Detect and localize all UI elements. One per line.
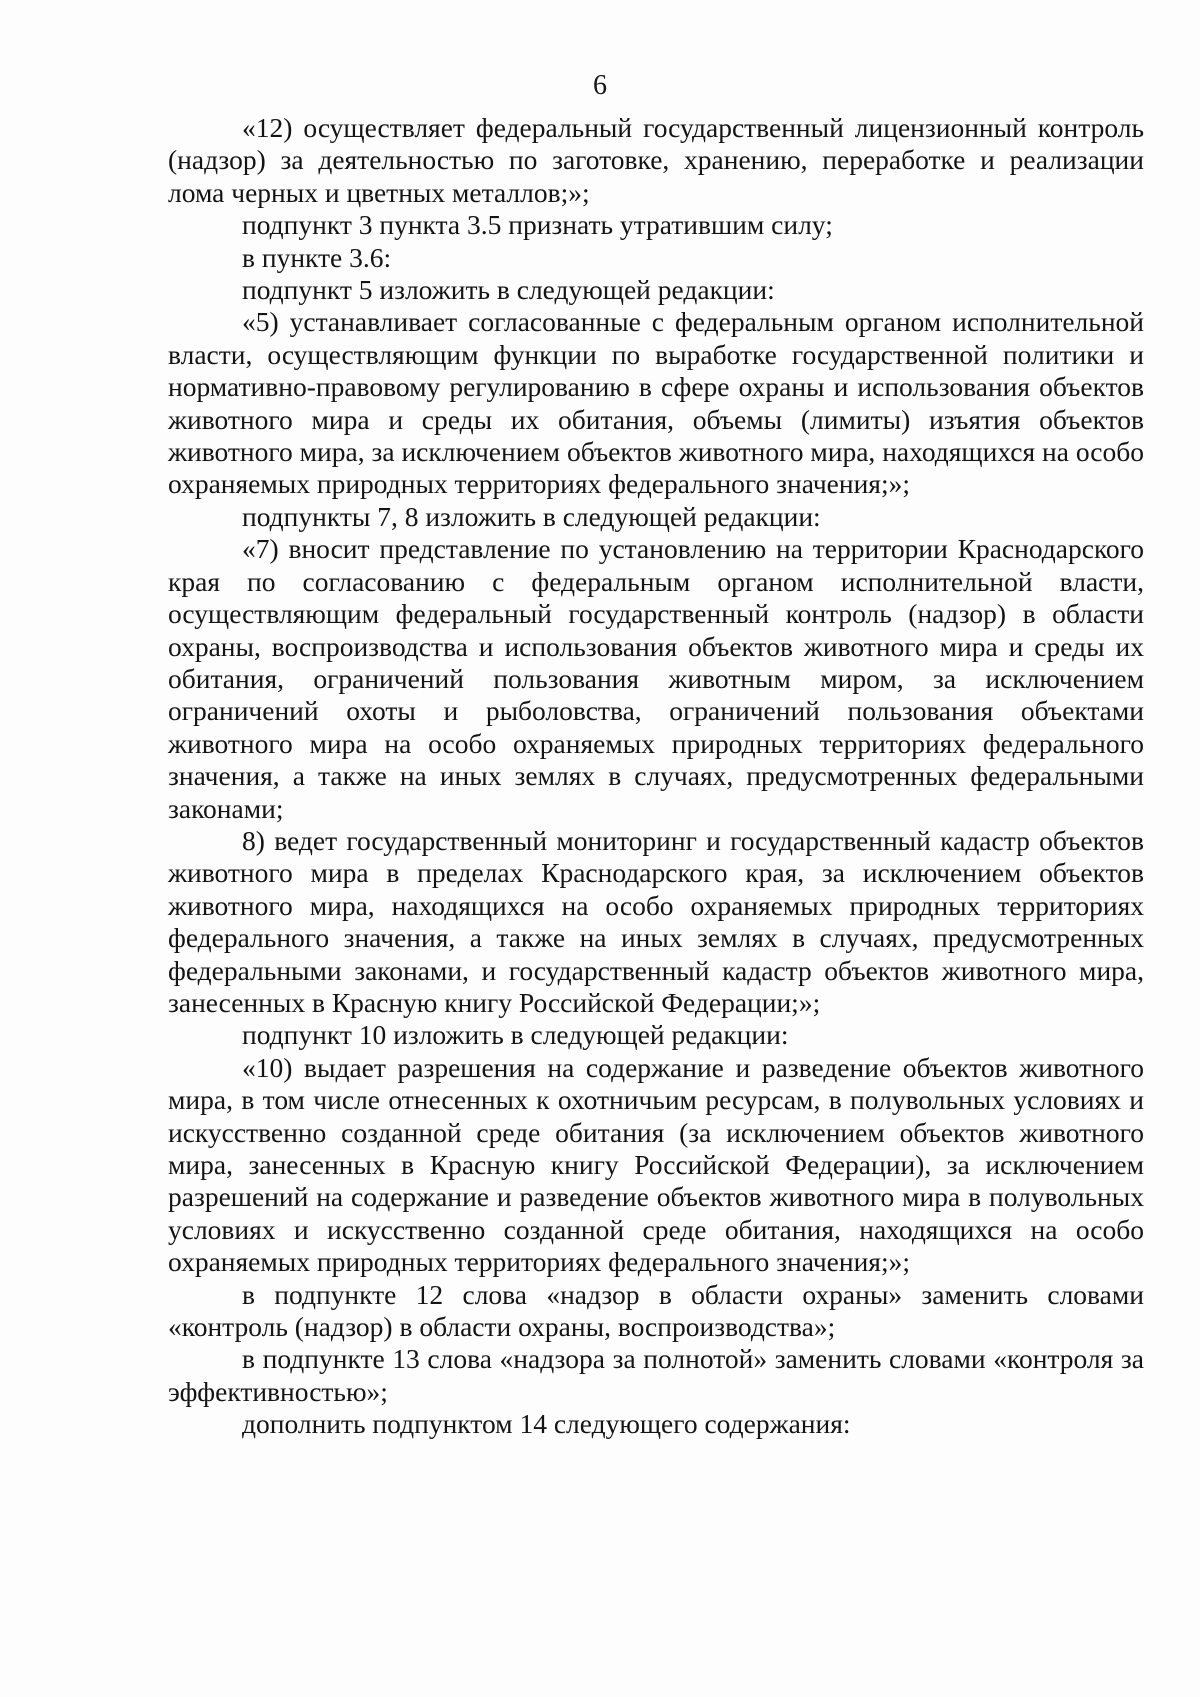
paragraph-subitem-14-intro: дополнить подпунктом 14 следующего содержания: xyxy=(242,1408,851,1440)
paragraph-item-5: «5) устанавливает согласованные с федеральным органом исполнительной власти, осуществляющим функции по выработке государственной политики и нормативно-правовому регулированию в сфере охраны и использования объектов животного мира и среды их обитания, объемы (лимиты) изъятия объектов животного мира, за исключением объектов животного мира, находящихся на особо охраняемых природных территориях федерального значения;»; xyxy=(168,306,1144,500)
paragraph-subitem-5-intro: подпункт 5 изложить в следующей редакции: xyxy=(242,274,775,306)
paragraph-subitem-12-change: в подпункте 12 слова «надзор в области охраны» заменить словами «контроль (надзор) в области охраны, воспроизводства»; xyxy=(168,1278,1144,1343)
paragraph-subitems-7-8-intro: подпункты 7, 8 изложить в следующей редакции: xyxy=(242,500,821,532)
paragraph-subitem-3-repeal: подпункт 3 пункта 3.5 признать утратившим силу; xyxy=(242,209,833,241)
paragraph-item-12: «12) осуществляет федеральный государственный лицензионный контроль (надзор) за деятельностью по заготовке, хранению, переработке и реализации лома черных и цветных металлов;»; xyxy=(168,112,1144,208)
document-body xyxy=(168,112,1144,1441)
paragraph-clause-3-6: в пункте 3.6: xyxy=(242,241,392,273)
paragraph-item-8: 8) ведет государственный мониторинг и государственный кадастр объектов животного мира в пределах Краснодарского края, за исключением объектов животного мира, находящихся на особо охраняемых природных территориях федерального значения, а также на иных землях в случаях, предусмотренных федеральными законами, и государственный кадастр объектов животного мира, занесенных в Красную книгу Российской Федерации;»; xyxy=(168,824,1144,1018)
paragraph-item-10: «10) выдает разрешения на содержание и разведение объектов животного мира, в том числе отнесенных к охотничьим ресурсам, в полувольных условиях и искусственно созданной среде обитания (за исключением объектов животного мира, занесенных в Красную книгу Российской Федерации), за исключением разрешений на содержание и разведение объектов животного мира в полувольных условиях и искусственно созданной среде обитания, находящихся на особо охраняемых природных территориях федерального значения;»; xyxy=(168,1051,1144,1278)
paragraph-subitem-13-change: в подпункте 13 слова «надзора за полнотой» заменить словами «контроля за эффективностью»; xyxy=(168,1343,1144,1407)
page-number: 6 xyxy=(593,70,607,101)
paragraph-subitem-10-intro: подпункт 10 изложить в следующей редакции: xyxy=(242,1019,789,1051)
paragraph-item-7: «7) вносит представление по установлению на территории Краснодарского края по согласованию с федеральным органом исполнительной власти, осуществляющим федеральный государственный контроль (надзор) в области охраны, воспроизводства и использования объектов животного мира и среды их обитания, ограничений пользования животным миром, за исключением ограничений охоты и рыболовства, ограничений пользования объектами животного мира на особо охраняемых природных территориях федерального значения, а также на иных землях в случаях, предусмотренных федеральными законами; xyxy=(168,533,1144,824)
